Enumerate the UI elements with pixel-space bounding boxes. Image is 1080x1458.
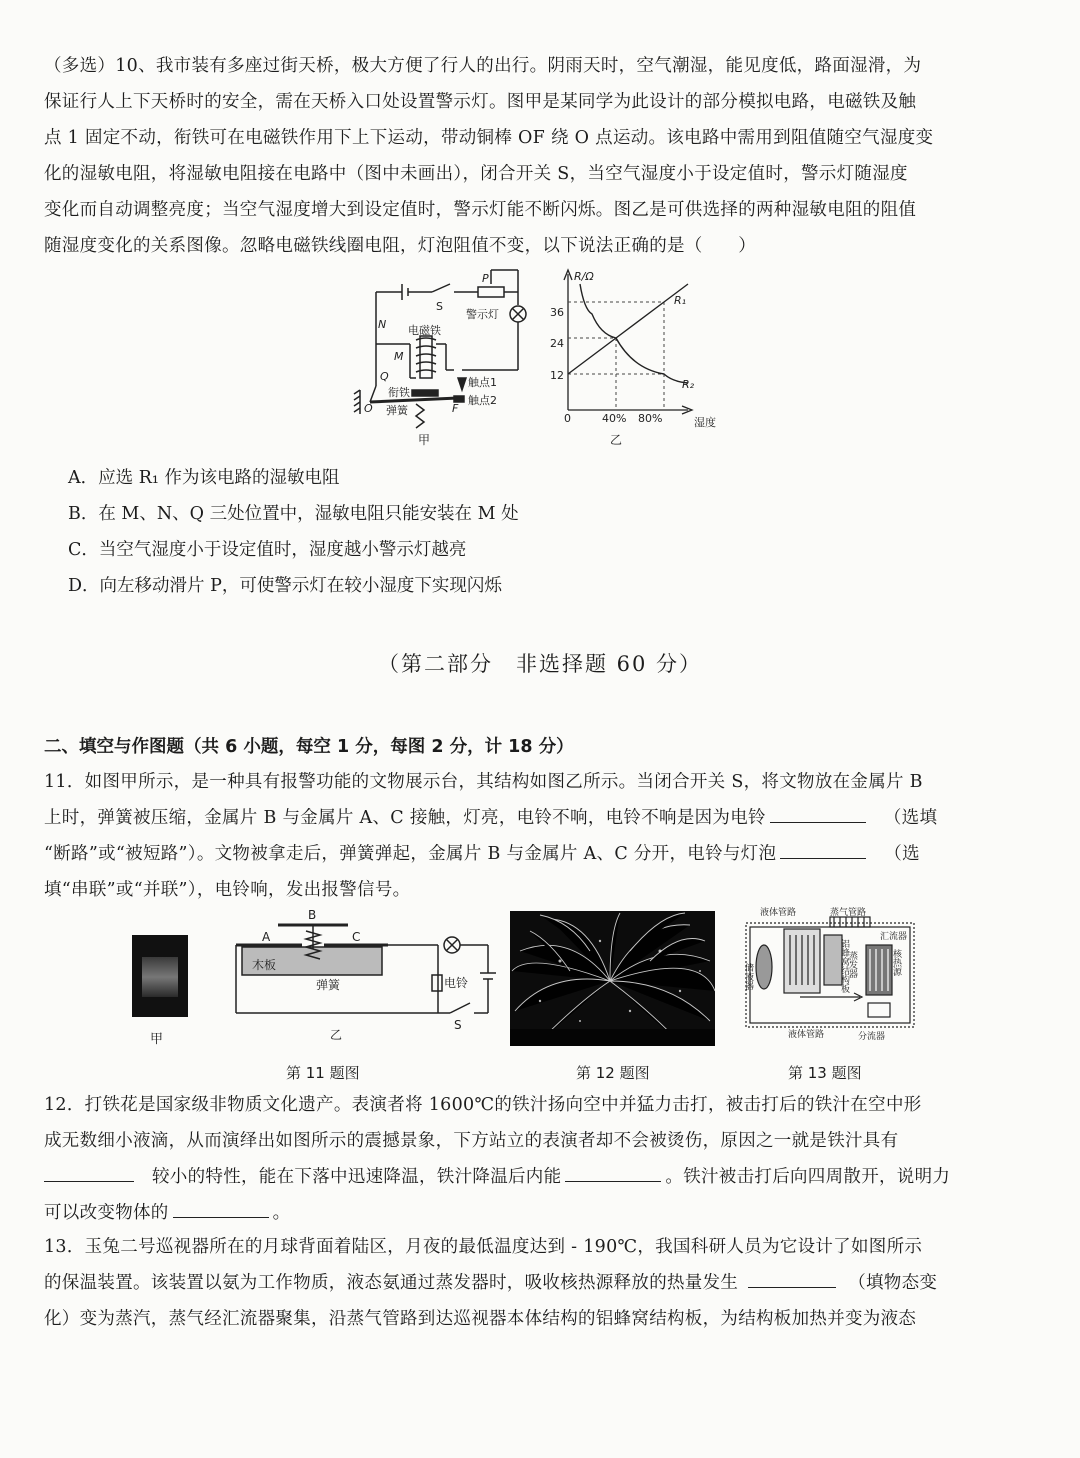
circuit-label-spring: 弹簧 <box>386 404 408 417</box>
q12-text: 。铁汁被击打后向四周散开，说明力 <box>665 1167 951 1187</box>
q12-line <box>44 1159 1044 1195</box>
circuit-label-N: N <box>378 318 387 331</box>
q10-line: 变化而自动调整亮度；当空气湿度增大到设定值时，警示灯能不断闪烁。图乙是可供选择的两种湿敏电阻的阻值 <box>44 200 917 220</box>
q11-stem <box>44 764 1044 908</box>
option-D[interactable]: D．向左移动滑片 P，可使警示灯在较小湿度下实现闪烁 <box>68 576 502 596</box>
q11-line: 填“串联”或“并联”），电铃响，发出报警信号。 <box>44 880 411 900</box>
q13-stem <box>44 1229 1044 1337</box>
circuit-label-contact2: 触点2 <box>468 394 497 407</box>
q10-line: （多选）10、我市装有多座过街天桥，极大方便了行人的出行。阴雨天时，空气潮湿，能见度低，路面湿滑，为 <box>44 56 922 76</box>
circuit-label-M: M <box>394 350 404 363</box>
section2-heading: 二、填空与作图题（共 6 小题，每空 1 分，每图 2 分，计 18 分） <box>44 737 574 757</box>
x-tick-40: 40% <box>602 412 627 425</box>
fig13-caption: 第 13 题图 <box>788 1064 862 1082</box>
circuit-label-P: P <box>482 272 489 285</box>
q12-line <box>44 1195 1044 1231</box>
fig11-yi-label: 乙 <box>330 1028 343 1042</box>
y-tick-24: 24 <box>550 337 564 350</box>
x-tick-80: 80% <box>638 412 663 425</box>
q10-stem <box>44 48 1044 264</box>
fig11-label-B: B <box>308 908 317 922</box>
q10-line: 随湿度变化的关系图像。忽略电磁铁线圈电阻，灯泡阻值不变，以下说法正确的是（ ） <box>44 236 756 256</box>
graph-caption: 乙 <box>610 433 623 447</box>
circuit-label-F: F <box>452 402 459 415</box>
series-label-R1: R₁ <box>674 294 687 307</box>
q10-circuit-diagram <box>350 262 530 452</box>
fig11-label-spring: 弹簧 <box>316 978 341 992</box>
q12-line: 成无数细小液滴，从而演绎出如图所示的震撼景象，下方站立的表演者却不会被烫伤，原因之一就是铁汁具有 <box>44 1131 899 1151</box>
fig13-label-splitter: 分流器 <box>858 1032 886 1042</box>
q12-blank-3[interactable] <box>173 1199 269 1218</box>
circuit-caption: 甲 <box>418 433 431 447</box>
fig13-label-evaporator: 蒸发器 <box>847 951 857 978</box>
q10-resistance-humidity-graph <box>538 262 728 452</box>
q11-text: 上时，弹簧被压缩，金属片 B 与金属片 A、C 接触，灯亮，电铃不响，电铃不响是因为电铃 <box>44 808 766 828</box>
circuit-label-O: O <box>364 402 373 415</box>
fig11-jia-photo <box>132 935 188 1017</box>
q11-text: （选 <box>884 844 920 864</box>
q11-blank-1[interactable] <box>770 804 866 823</box>
part2-title: （第二部分 非选择题 60 分） <box>377 652 703 676</box>
q13-blank-1[interactable] <box>748 1269 836 1288</box>
fig13-label-storage: 储液器 <box>743 963 753 990</box>
series-line-R2 <box>580 284 688 383</box>
q12-stem <box>44 1087 1044 1231</box>
circuit-label-Q: Q <box>380 370 389 383</box>
circuit-label-armature: 衔铁 <box>388 386 410 399</box>
q13-line: 13．玉兔二号巡视器所在的月球背面着陆区，月夜的最低温度达到 - 190℃，我国科研人员为它设计了如图所示 <box>44 1237 923 1257</box>
fig13-label-liquid-pipe-bottom: 液体管路 <box>788 1030 825 1040</box>
fig11-caption: 第 11 题图 <box>286 1064 360 1082</box>
series-label-R2: R₂ <box>682 378 695 391</box>
circuit-label-contact1: 触点1 <box>468 376 497 389</box>
fig13-thermal-device-diagram <box>740 905 920 1045</box>
q12-text: 。 <box>272 1203 291 1223</box>
q12-blank-1[interactable] <box>44 1163 134 1182</box>
q13-text: 的保温装置。该装置以氨为工作物质，液态氨通过蒸发器时，吸收核热源释放的热量发生 <box>44 1273 739 1293</box>
fig11-yi-circuit <box>232 905 502 1045</box>
fig11-label-A: A <box>262 930 271 944</box>
circuit-label-lamp: 警示灯 <box>466 308 499 321</box>
fig13-label-steam-pipe: 蒸气管路 <box>830 908 867 918</box>
graph-ylabel: R/Ω <box>574 270 594 283</box>
fig13-label-honeycomb: 铝蜂窝结构板 <box>839 939 849 993</box>
q11-text: （选填 <box>883 808 938 828</box>
y-tick-12: 12 <box>550 369 564 382</box>
fig11-label-bell: 电铃 <box>444 976 469 990</box>
option-B[interactable]: B．在 M、N、Q 三处位置中，湿敏电阻只能安装在 M 处 <box>68 504 519 524</box>
y-tick-36: 36 <box>550 306 564 319</box>
fig11-label-S: S <box>454 1018 462 1032</box>
q13-line: 化）变为蒸汽，蒸气经汇流器聚集，沿蒸气管路到达巡视器本体结构的铝蜂窝结构板，为结构板加热并变为液态 <box>44 1309 917 1329</box>
fig11-jia-label: 甲 <box>150 1032 164 1047</box>
fig13-label-collector: 汇流器 <box>880 932 908 942</box>
q11-line: 11．如图甲所示，是一种具有报警功能的文物展示台，其结构如图乙所示。当闭合开关 S，将文物放在金属片 B <box>44 772 923 792</box>
fig13-label-liquid-pipe-top: 液体管路 <box>760 908 797 918</box>
q11-text: “断路”或“被短路”）。文物被拿走后，弹簧弹起，金属片 B 与金属片 A、C 分开，电铃与灯泡 <box>44 844 777 864</box>
circuit-label-S: S <box>436 300 443 313</box>
fig12-caption: 第 12 题图 <box>576 1064 650 1082</box>
q11-line <box>44 800 1044 836</box>
graph-xlabel: 湿度 <box>694 416 716 429</box>
q12-text: 可以改变物体的 <box>44 1203 169 1223</box>
q12-blank-2[interactable] <box>565 1163 661 1182</box>
fig11-label-board: 木板 <box>252 958 277 972</box>
q12-text: 较小的特性，能在下落中迅速降温，铁汁降温后内能 <box>152 1167 562 1187</box>
fig12-iron-flower-photo <box>510 911 715 1046</box>
q13-line <box>44 1265 1044 1301</box>
option-A[interactable]: A．应选 R₁ 作为该电路的湿敏电阻 <box>68 468 340 488</box>
q10-line: 点 1 固定不动，衔铁可在电磁铁作用下上下运动，带动铜棒 OF 绕 O 点运动。该电路中需用到阻值随空气湿度变 <box>44 128 934 148</box>
fig11-label-C: C <box>352 930 361 944</box>
q11-blank-2[interactable] <box>780 840 866 859</box>
circuit-label-magnet: 电磁铁 <box>408 324 441 337</box>
q13-text: （填物态变 <box>848 1273 938 1293</box>
q12-line: 12．打铁花是国家级非物质文化遗产。表演者将 1600℃的铁汁扬向空中并猛力击打，被击打后的铁汁在空中形 <box>44 1095 922 1115</box>
fig13-label-heat-source: 核热源 <box>891 949 901 976</box>
q10-line: 化的湿敏电阻，将湿敏电阻接在电路中（图中未画出），闭合开关 S，当空气湿度小于设定值时，警示灯随湿度 <box>44 164 908 184</box>
option-C[interactable]: C．当空气湿度小于设定值时，湿度越小警示灯越亮 <box>68 540 467 560</box>
series-line-R1 <box>568 284 688 374</box>
q11-line <box>44 836 1044 872</box>
x-tick-0: 0 <box>564 412 571 425</box>
q10-line: 保证行人上下天桥时的安全，需在天桥入口处设置警示灯。图甲是某同学为此设计的部分模拟电路，电磁铁及触 <box>44 92 917 112</box>
